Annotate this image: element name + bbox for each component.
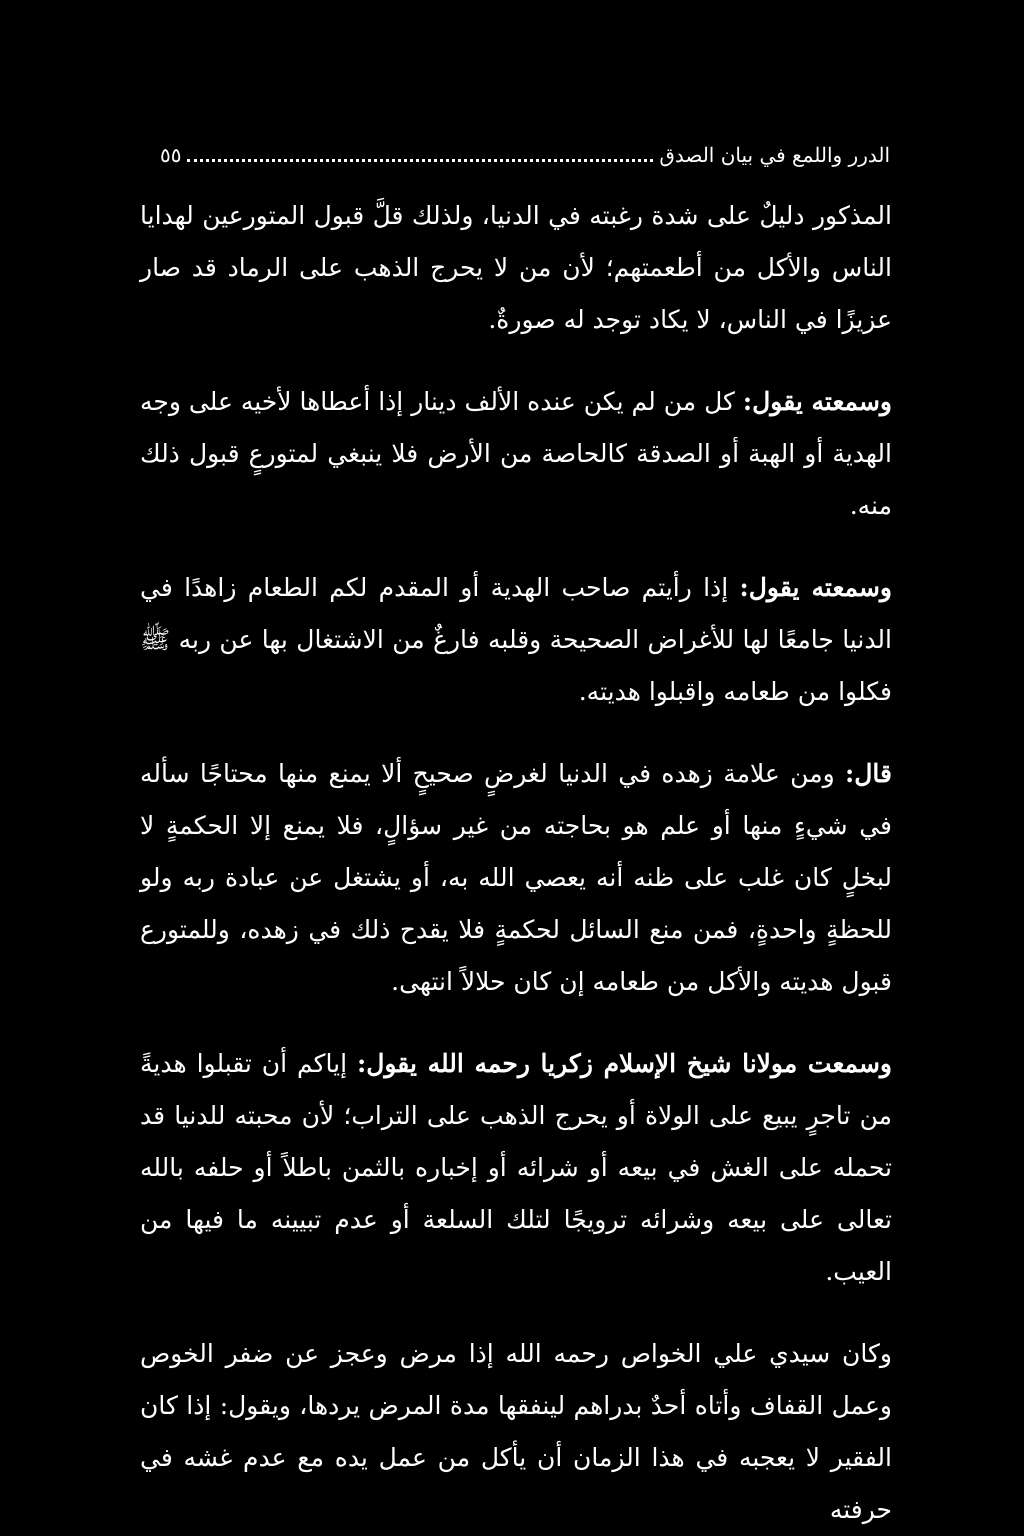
dotted-leader: [187, 149, 653, 162]
running-header: [160, 140, 890, 170]
paragraph-6: [140, 1328, 892, 1536]
paragraph-lead: وسمعت مولانا شيخ الإسلام زكريا رحمه الله يقول:: [357, 1049, 892, 1078]
book-title: الدرر واللمع في بيان الصدق: [659, 143, 890, 167]
paragraph-text: وكان سيدي علي الخواص رحمه الله إذا مرض وعجز عن ضفر الخوص وعمل القفاف وأتاه أحدٌ بدراهم لينفقها مدة المرض يردها، ويقول: إذا كان الفقير لا يعجبه في هذا الزمان أن يأكل من عمل يده مع عدم غشه في حرفته: [140, 1339, 892, 1524]
paragraph-text: المذكور دليلٌ على شدة رغبته في الدنيا، ولذلك قلَّ قبول المتورعين لهدايا الناس والأكل من أطعمتهم؛ لأن من لا يحرج الذهب على الرماد قد صار عزيزًا في الناس، لا يكاد توجد له صورةٌ.: [140, 201, 892, 334]
paragraph-4: [140, 748, 892, 1008]
paragraph-text: إياكم أن تقبلوا هديةً من تاجرٍ يبيع على الولاة أو يحرج الذهب على التراب؛ لأن محبته للدنيا قد تحمله على الغش في بيعه أو شرائه أو إخباره بالثمن باطلاً أو حلفه بالله تعالى على بيعه وشرائه ترويجًا لتلك السلعة أو عدم تبيينه ما فيها من العيب.: [140, 1049, 892, 1286]
paragraph-lead: قال:: [845, 759, 892, 788]
paragraph-text: ومن علامة زهده في الدنيا لغرضٍ صحيحٍ ألا يمنع منها محتاجًا سأله في شيءٍ منها أو علم هو بحاجته من غير سؤالٍ، فلا يمنع إلا الحكمةٍ لا لبخلٍ كان غلب على ظنه أنه يعصي الله به، أو يشتغل عن عبادة ربه ولو للحظةٍ واحدةٍ، فمن منع السائل لحكمةٍ فلا يقدح ذلك في زهده، وللمتورع قبول هديته والأكل من طعامه إن كان حلالاً انتهى.: [140, 759, 892, 996]
paragraph-1: [140, 190, 892, 346]
paragraph-text: كل من لم يكن عنده الألف دينار إذا أعطاها لأخيه على وجه الهدية أو الهبة أو الصدقة كالحاصة من الأرض فلا ينبغي لمتورعٍ قبول ذلك منه.: [140, 387, 892, 520]
paragraph-text: إذا رأيتم صاحب الهدية أو المقدم لكم الطعام زاهدًا في الدنيا جامعًا لها للأغراض الصحيحة وقلبه فارغٌ من الاشتغال بها عن ربه ﷺ فكلوا من طعامه واقبلوا هديته.: [140, 573, 892, 706]
paragraph-lead: وسمعته يقول:: [739, 573, 892, 602]
paragraph-5: [140, 1038, 892, 1298]
page-number: ٥٥: [160, 143, 182, 167]
paragraph-lead: وسمعته يقول:: [742, 387, 892, 416]
page-body: [140, 190, 892, 1536]
paragraph-2: [140, 376, 892, 532]
paragraph-3: [140, 562, 892, 718]
